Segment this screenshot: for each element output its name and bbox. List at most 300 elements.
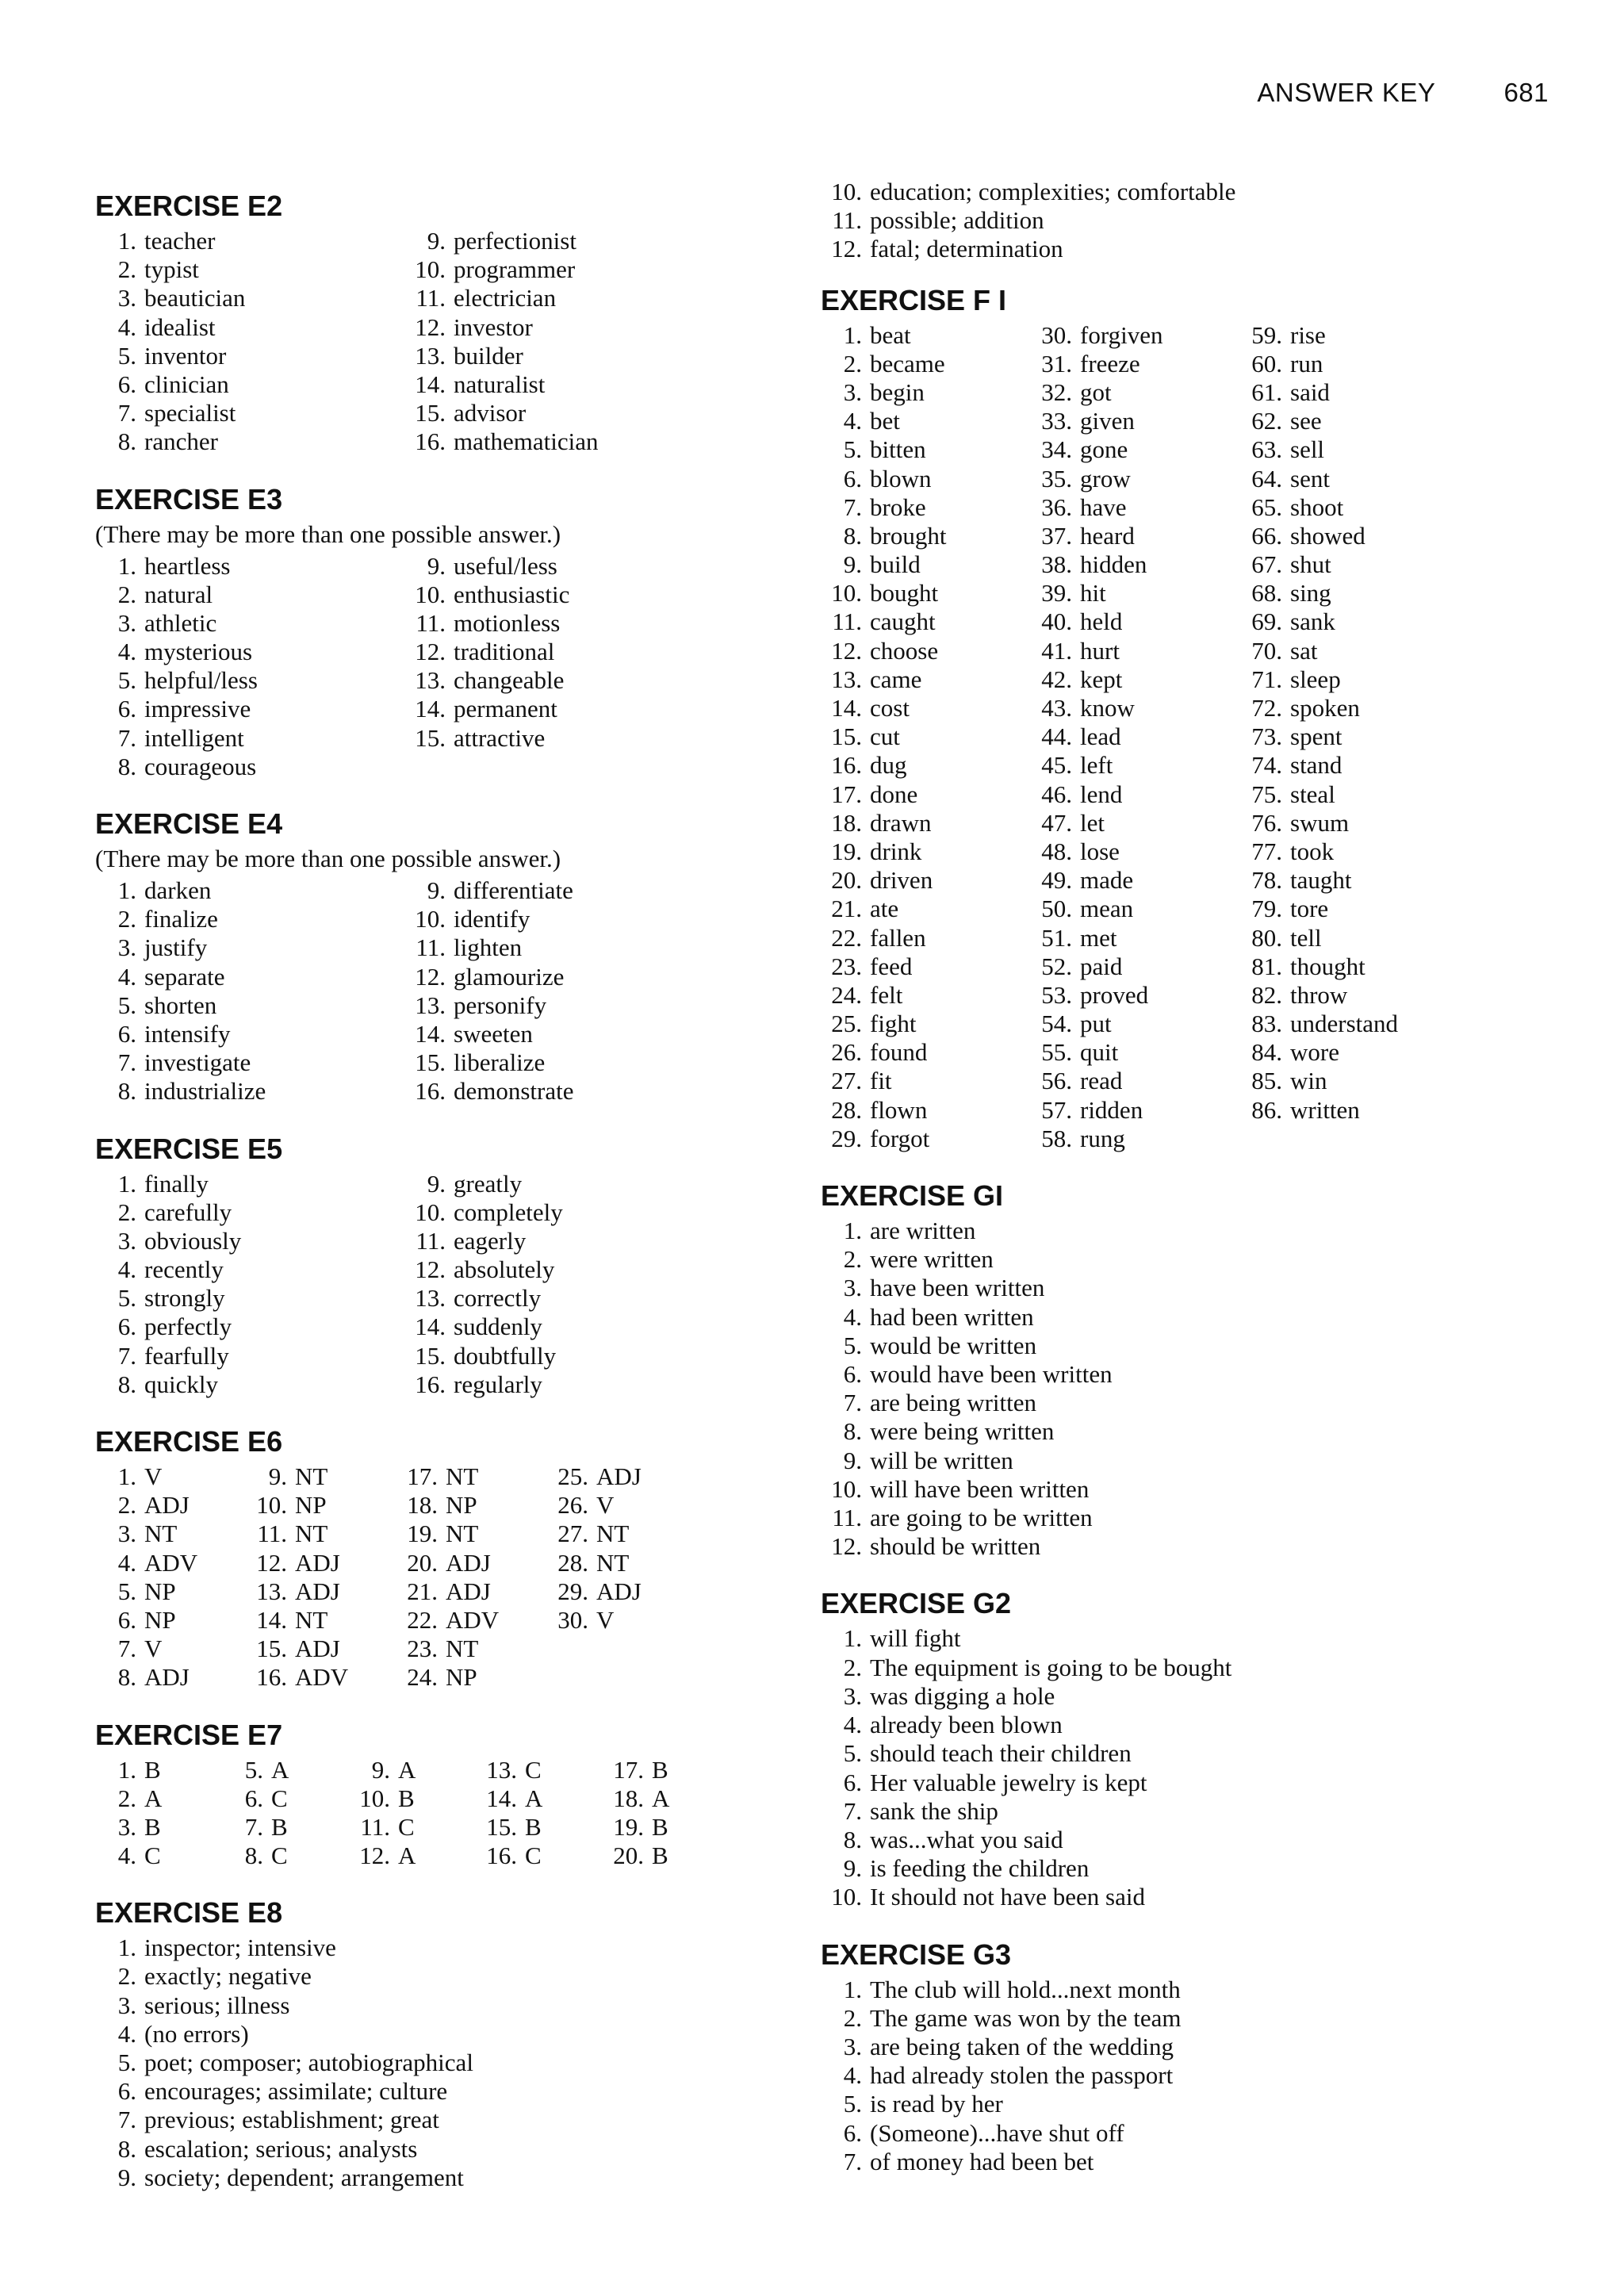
answer-number: 41.	[1041, 636, 1072, 665]
answer-number: 11.	[416, 1226, 446, 1255]
answer-item	[821, 1447, 1574, 1475]
answer-item	[349, 1813, 476, 1842]
answer-item	[95, 666, 404, 695]
answer-number: 36.	[1041, 493, 1072, 521]
answer-item	[476, 1813, 603, 1842]
answer-text: investigate	[144, 1048, 251, 1077]
answer-text: identify	[454, 905, 530, 933]
answer-number: 55.	[1041, 1038, 1072, 1067]
answer-item	[1031, 809, 1241, 837]
answer-number: 5.	[117, 991, 136, 1019]
answer-item	[95, 1813, 222, 1842]
answer-number: 28.	[831, 1095, 862, 1124]
answer-number: 72.	[1251, 694, 1282, 722]
answer-number: 2.	[117, 255, 136, 284]
answer-text: mathematician	[454, 427, 599, 456]
answer-item	[95, 1606, 246, 1635]
answer-number: 2.	[117, 1784, 136, 1812]
answer-text: took	[1290, 837, 1335, 865]
answer-number: 5.	[117, 1284, 136, 1313]
answer-number: 33.	[1041, 407, 1072, 435]
answer-text: ADV	[144, 1548, 198, 1577]
answer-number: 7.	[843, 493, 862, 521]
answer-number: 11.	[257, 1520, 287, 1548]
exercise-heading: EXERCISE E5	[95, 1132, 283, 1165]
answer-text: ADV	[446, 1605, 500, 1634]
answer-number: 11.	[416, 933, 446, 962]
answer-item	[95, 1842, 222, 1870]
answer-number: 81.	[1251, 952, 1282, 980]
answer-number: 48.	[1041, 837, 1072, 865]
answer-number: 9.	[427, 551, 446, 580]
answer-text: found	[870, 1038, 928, 1067]
answer-text: fatal; determination	[870, 235, 1063, 263]
exercise-note: (There may be more than one possible answer.)	[95, 519, 561, 548]
answer-item	[821, 1711, 1574, 1739]
answer-number: 2.	[843, 349, 862, 378]
answer-item	[1241, 407, 1451, 435]
answer-text: brought	[870, 521, 947, 550]
exercise-e8	[95, 1895, 793, 2192]
answer-text: permanent	[454, 695, 557, 723]
answer-item	[95, 1784, 222, 1813]
answer-number: 14.	[415, 1313, 446, 1341]
answer-item	[349, 1756, 476, 1784]
exercise-e6	[95, 1424, 793, 1692]
answer-text: should be written	[870, 1532, 1041, 1561]
answer-text: hurt	[1080, 636, 1120, 665]
answer-text: paid	[1080, 952, 1123, 980]
answer-text: blown	[870, 464, 932, 493]
answer-item	[95, 2049, 793, 2077]
answer-number: 19.	[831, 837, 862, 865]
answer-item	[1031, 1067, 1241, 1095]
answer-text: ADJ	[144, 1491, 190, 1520]
answer-item	[95, 905, 404, 933]
answer-text: C	[525, 1842, 542, 1870]
answer-text: separate	[144, 962, 225, 991]
answer-text: fight	[870, 1010, 917, 1038]
answer-text: NT	[295, 1462, 328, 1490]
answer-number: 20.	[407, 1548, 438, 1577]
answer-number: 28.	[557, 1548, 588, 1577]
answer-number: 24.	[831, 980, 862, 1009]
answer-number: 4.	[117, 1255, 136, 1284]
answer-number: 16.	[415, 1077, 446, 1106]
answer-number: 60.	[1251, 349, 1282, 378]
answer-number: 8.	[117, 1663, 136, 1692]
answer-number: 40.	[1041, 607, 1072, 636]
answer-item	[821, 1303, 1574, 1332]
answer-text: steal	[1290, 780, 1335, 808]
answer-text: typist	[144, 255, 199, 284]
answer-text: suddenly	[454, 1313, 542, 1341]
answer-text: B	[144, 1755, 161, 1784]
answer-text: gone	[1080, 435, 1128, 464]
answer-number: 15.	[415, 399, 446, 427]
answer-text: are going to be written	[870, 1504, 1093, 1532]
answer-number: 2.	[117, 1962, 136, 1991]
answer-text: sent	[1290, 464, 1330, 493]
answer-item	[1031, 350, 1241, 378]
answer-text: fit	[870, 1067, 892, 1095]
answer-number: 12.	[359, 1842, 390, 1870]
answer-text: lose	[1080, 837, 1120, 865]
answer-text: obviously	[144, 1226, 242, 1255]
answer-text: C	[144, 1842, 161, 1870]
answer-text: wore	[1290, 1038, 1339, 1067]
answer-item	[821, 2148, 1574, 2176]
answer-text: finally	[144, 1169, 209, 1198]
answer-text: freeze	[1080, 349, 1140, 378]
answer-text: strongly	[144, 1284, 225, 1313]
answer-text: caught	[870, 607, 936, 636]
answer-text: The club will hold...next month	[870, 1975, 1181, 2003]
answer-number: 22.	[831, 923, 862, 952]
answer-number: 7.	[244, 1812, 263, 1841]
answer-item	[95, 2106, 793, 2134]
answer-text: The equipment is going to be bought	[870, 1653, 1232, 1681]
answer-item	[821, 665, 1031, 694]
answer-text: poet; composer; autobiographical	[144, 2049, 473, 2077]
answer-text: B	[652, 1842, 668, 1870]
answer-item	[95, 427, 404, 456]
answer-text: eagerly	[454, 1226, 527, 1255]
answer-number: 30.	[1041, 320, 1072, 349]
answer-number: 25.	[831, 1010, 862, 1038]
answer-item	[1241, 522, 1451, 550]
answer-text: see	[1290, 407, 1322, 435]
answer-text: sat	[1290, 636, 1318, 665]
answer-number: 23.	[407, 1635, 438, 1663]
exercise-heading: EXERCISE E7	[95, 1718, 283, 1751]
answer-number: 3.	[843, 378, 862, 406]
answer-item	[1031, 579, 1241, 607]
answer-item	[95, 1635, 246, 1663]
answer-number: 3.	[117, 284, 136, 312]
answer-text: attractive	[454, 723, 546, 752]
answer-number: 43.	[1041, 694, 1072, 722]
answer-number: 20.	[613, 1842, 644, 1870]
answer-text: ADJ	[446, 1548, 491, 1577]
answer-text: NT	[596, 1548, 630, 1577]
answer-text: motionless	[454, 608, 561, 637]
answer-text: doubtfully	[454, 1341, 557, 1370]
answer-text: A	[398, 1755, 416, 1784]
answer-item	[222, 1813, 349, 1842]
answer-item	[821, 579, 1031, 607]
answer-text: sing	[1290, 579, 1331, 607]
answer-number: 12.	[831, 1532, 862, 1561]
answer-text: kept	[1080, 665, 1123, 693]
answer-item	[547, 1462, 698, 1491]
answer-text: sell	[1290, 435, 1325, 464]
answer-item	[95, 1255, 404, 1284]
answer-number: 80.	[1251, 923, 1282, 952]
answer-number: 53.	[1041, 980, 1072, 1009]
answer-item	[1031, 493, 1241, 522]
answer-item	[821, 809, 1031, 837]
answer-text: differentiate	[454, 876, 573, 904]
answer-number: 67.	[1251, 550, 1282, 579]
answer-item	[1031, 780, 1241, 809]
answer-text: B	[271, 1812, 288, 1841]
answer-text: know	[1080, 694, 1135, 722]
answer-text: B	[525, 1812, 542, 1841]
exercise-e5	[95, 1132, 793, 1400]
answer-item	[246, 1577, 396, 1606]
answer-text: ADJ	[144, 1663, 190, 1692]
answer-text: put	[1080, 1010, 1112, 1038]
answer-text: lighten	[454, 933, 523, 962]
answer-text: rise	[1290, 320, 1326, 349]
answer-item	[404, 552, 714, 581]
exercise-f1	[821, 283, 1574, 1153]
answer-text: had been written	[870, 1302, 1034, 1331]
answer-item	[404, 609, 714, 638]
answer-text: NT	[446, 1635, 479, 1663]
answer-item	[547, 1520, 698, 1548]
answer-number: 21.	[831, 895, 862, 923]
answer-text: had already stolen the passport	[870, 2061, 1174, 2090]
exercise-heading: EXERCISE E3	[95, 482, 283, 516]
answer-item	[246, 1635, 396, 1663]
answer-number: 8.	[117, 1077, 136, 1106]
answer-item	[404, 905, 714, 933]
answer-text: rancher	[144, 427, 218, 456]
answer-number: 73.	[1251, 722, 1282, 751]
answer-number: 17.	[407, 1462, 438, 1490]
answer-item	[1241, 722, 1451, 751]
answer-item	[1241, 981, 1451, 1010]
answer-item	[222, 1756, 349, 1784]
answer-text: are being written	[870, 1389, 1037, 1417]
answer-text: builder	[454, 341, 523, 370]
answer-number: 59.	[1251, 320, 1282, 349]
answer-text: regularly	[454, 1370, 542, 1398]
answer-number: 34.	[1041, 435, 1072, 464]
answer-text: bitten	[870, 435, 926, 464]
answer-text: enthusiastic	[454, 580, 570, 608]
answer-list	[95, 1934, 793, 2192]
answer-text: NP	[446, 1663, 477, 1692]
answer-number: 15.	[415, 1341, 446, 1370]
answer-number: 4.	[117, 962, 136, 991]
answer-item	[246, 1520, 396, 1548]
answer-text: mean	[1080, 895, 1134, 923]
answer-text: became	[870, 349, 945, 378]
answer-number: 47.	[1041, 808, 1072, 837]
answer-text: sleep	[1290, 665, 1341, 693]
answer-text: are written	[870, 1217, 976, 1245]
answer-item	[821, 1826, 1574, 1854]
answer-number: 14.	[256, 1605, 287, 1634]
answer-item	[396, 1577, 547, 1606]
answer-text: V	[596, 1605, 615, 1634]
answer-text: specialist	[144, 399, 236, 427]
answer-item	[821, 981, 1031, 1010]
answer-item	[821, 1360, 1574, 1389]
answer-item	[821, 350, 1031, 378]
answer-number: 37.	[1041, 521, 1072, 550]
answer-number: 4.	[843, 407, 862, 435]
answer-item	[1241, 895, 1451, 923]
answer-item	[95, 1663, 246, 1692]
answer-number: 12.	[415, 312, 446, 341]
answer-text: beat	[870, 320, 911, 349]
answer-item	[476, 1756, 603, 1784]
answer-number: 18.	[831, 808, 862, 837]
answer-text: finalize	[144, 905, 218, 933]
answer-number: 2.	[843, 2003, 862, 2032]
answer-item	[95, 1198, 404, 1227]
answer-number: 7.	[117, 399, 136, 427]
answer-text: swum	[1290, 808, 1350, 837]
answer-number: 5.	[843, 1331, 862, 1359]
answer-item	[404, 695, 714, 723]
answer-number: 75.	[1251, 780, 1282, 808]
answer-number: 13.	[486, 1755, 517, 1784]
answer-text: courageous	[144, 752, 257, 780]
answer-item	[95, 370, 404, 399]
answer-number: 10.	[415, 580, 446, 608]
answer-item	[821, 522, 1031, 550]
answer-text: previous; establishment; great	[144, 2106, 439, 2134]
answer-item	[1241, 378, 1451, 407]
answer-item	[404, 1284, 714, 1313]
answer-item	[1241, 665, 1451, 694]
answer-number: 45.	[1041, 751, 1072, 780]
answer-list	[95, 552, 793, 782]
answer-item	[95, 1549, 246, 1577]
answer-item	[95, 609, 404, 638]
answer-item	[396, 1462, 547, 1491]
answer-item	[95, 1048, 404, 1077]
answer-item	[1031, 1096, 1241, 1125]
answer-number: 1.	[117, 1934, 136, 1962]
answer-list	[95, 227, 793, 457]
answer-number: 6.	[843, 2118, 862, 2147]
answer-number: 85.	[1251, 1067, 1282, 1095]
answer-number: 27.	[831, 1067, 862, 1095]
answer-number: 20.	[831, 866, 862, 895]
answer-item	[404, 342, 714, 370]
answer-number: 38.	[1041, 550, 1072, 579]
answer-item	[396, 1491, 547, 1520]
answer-text: NP	[144, 1605, 176, 1634]
answer-item	[95, 2164, 793, 2192]
answer-text: glamourize	[454, 962, 565, 991]
answer-number: 6.	[843, 1768, 862, 1796]
answer-number: 16.	[415, 1370, 446, 1398]
answer-list	[821, 321, 1574, 1153]
answer-item	[1241, 607, 1451, 636]
answer-number: 9.	[843, 1446, 862, 1474]
answer-item	[821, 321, 1031, 350]
answer-number: 65.	[1251, 493, 1282, 521]
answer-number: 82.	[1251, 980, 1282, 1009]
answer-item	[404, 284, 714, 312]
answer-item	[821, 1883, 1574, 1911]
exercise-heading: EXERCISE E4	[95, 807, 283, 840]
answer-text: A	[398, 1842, 416, 1870]
exercise-note: (There may be more than one possible answer.)	[95, 845, 561, 872]
answer-item	[95, 1342, 404, 1370]
answer-item	[95, 1491, 246, 1520]
answer-number: 6.	[117, 1019, 136, 1048]
answer-text: V	[596, 1491, 615, 1520]
answer-item	[95, 933, 404, 962]
answer-number: 1.	[117, 1755, 136, 1784]
answer-item	[404, 370, 714, 399]
answer-text: stand	[1290, 751, 1342, 780]
answer-item	[404, 227, 714, 255]
answer-text: ADJ	[596, 1577, 642, 1605]
answer-number: 3.	[843, 1681, 862, 1710]
answer-number: 69.	[1251, 607, 1282, 636]
answer-item	[246, 1491, 396, 1520]
answer-item	[95, 1313, 404, 1341]
answer-item	[396, 1635, 547, 1663]
exercise-g2	[821, 1586, 1574, 1911]
answer-item	[476, 1784, 603, 1813]
exercise-heading: EXERCISE E2	[95, 190, 283, 222]
answer-item	[821, 1245, 1574, 1274]
answer-item	[821, 694, 1031, 722]
answer-number: 14.	[415, 695, 446, 723]
answer-item	[95, 284, 404, 312]
running-header-title: ANSWER KEY	[1257, 78, 1436, 107]
answer-text: sank the ship	[870, 1796, 998, 1825]
answer-text: advisor	[454, 399, 527, 427]
answer-text: NT	[144, 1520, 178, 1548]
answer-number: 84.	[1251, 1038, 1282, 1067]
answer-item	[821, 2004, 1574, 2033]
answer-number: 21.	[407, 1577, 438, 1605]
exercise-e4	[95, 807, 793, 1106]
answer-text: correctly	[454, 1284, 542, 1313]
answer-number: 8.	[843, 1417, 862, 1446]
answer-number: 9.	[427, 227, 446, 255]
answer-item	[396, 1606, 547, 1635]
answer-item	[821, 607, 1031, 636]
answer-number: 49.	[1041, 866, 1072, 895]
exercise-e2	[95, 189, 793, 457]
answer-number: 8.	[117, 1370, 136, 1398]
answer-item	[349, 1784, 476, 1813]
answer-number: 11.	[832, 206, 862, 235]
answer-item	[1031, 1038, 1241, 1067]
answer-number: 1.	[117, 227, 136, 255]
answer-number: 11.	[360, 1812, 390, 1841]
answer-number: 7.	[117, 2106, 136, 2134]
answer-number: 23.	[831, 952, 862, 980]
answer-number: 19.	[407, 1520, 438, 1548]
answer-number: 9.	[843, 1854, 862, 1883]
answer-text: athletic	[144, 608, 217, 637]
answer-number: 5.	[117, 341, 136, 370]
exercise-heading: EXERCISE E8	[95, 1896, 283, 1930]
answer-number: 63.	[1251, 435, 1282, 464]
answer-number: 4.	[843, 1302, 862, 1331]
answer-item	[404, 399, 714, 427]
answer-number: 30.	[557, 1605, 588, 1634]
answer-number: 7.	[843, 2147, 862, 2175]
answer-number: 14.	[415, 370, 446, 398]
answer-item	[821, 435, 1031, 464]
answer-item	[1031, 607, 1241, 636]
answer-text: tore	[1290, 895, 1329, 923]
